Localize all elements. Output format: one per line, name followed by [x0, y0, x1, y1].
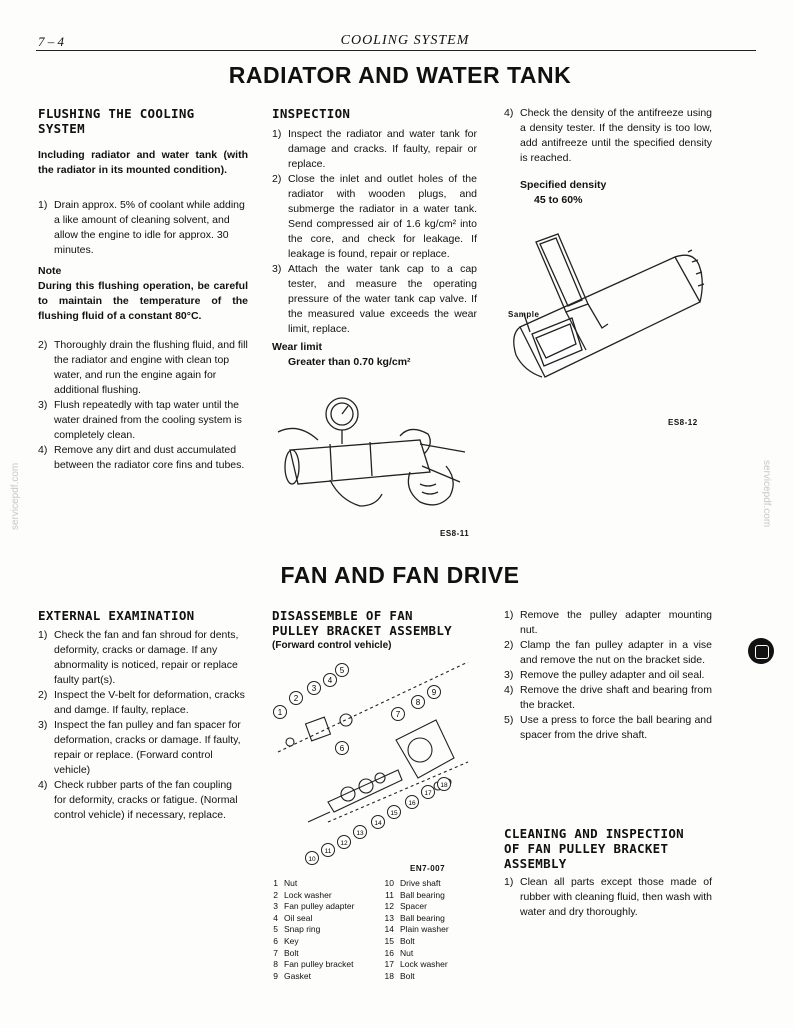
legend-number: 8 — [273, 959, 278, 970]
legend-part-name: Nut — [400, 947, 414, 958]
callout-number: 5 — [339, 666, 345, 675]
legend-number: 1 — [273, 878, 278, 888]
inspection-heading: INSPECTION — [272, 106, 351, 121]
callout-number: 17 — [424, 790, 432, 797]
callout-number: 15 — [390, 810, 398, 817]
spec-density-value: 45 to 60% — [534, 194, 583, 206]
density-column — [504, 106, 712, 208]
legend-row — [264, 959, 376, 971]
legend-row — [380, 901, 490, 913]
removal-step-4: 4) Remove the drive shaft and bearing from the bracket. — [504, 684, 712, 711]
watermark-left: servicepdf.com — [10, 462, 21, 530]
callout-number: 14 — [374, 820, 382, 827]
legend-number: 16 — [384, 947, 394, 958]
callout-number: 2 — [293, 694, 299, 703]
removal-column — [504, 608, 712, 743]
flushing-heading: FLUSHING THE COOLING SYSTEM — [38, 106, 195, 136]
legend-row — [380, 924, 490, 936]
exploded-view-illustration — [268, 662, 478, 870]
section-title-radiator: RADIATOR AND WATER TANK — [228, 62, 572, 88]
sample-label: Sample — [508, 310, 540, 319]
legend-row — [380, 971, 490, 983]
cleaning-heading: CLEANING AND INSPECTION OF FAN PULLEY BRACKET ASSEMBLY — [504, 826, 684, 871]
legend-part-name: Nut — [284, 878, 298, 888]
legend-row — [264, 913, 376, 925]
wear-limit-value: Greater than 0.70 kg/cm² — [288, 356, 411, 368]
callout-number: 9 — [431, 688, 437, 697]
legend-part-name: Lock washer — [284, 889, 332, 900]
legend-number: 5 — [273, 924, 278, 935]
note-label: Note — [38, 265, 62, 277]
wear-limit-label: Wear limit — [272, 341, 322, 353]
watermark-right: servicepdf.com — [761, 460, 772, 528]
note-text: During this flushing operation, be careful to maintain the temperature of the flushing fluid of a constant 80°C. — [38, 280, 248, 322]
density-steps — [504, 106, 712, 166]
external-step-1: 1) Check the fan and fan shroud for dents, deformity, cracks or damage. If any abnormality is noticed, repair or replace faulty part(s). — [38, 629, 239, 686]
external-column — [38, 608, 246, 823]
legend-number: 10 — [384, 878, 394, 888]
removal-step-5: 5) Use a press to force the ball bearing and spacer from the drive shaft. — [504, 714, 712, 741]
flushing-step-1: 1) Drain approx. 5% of coolant while adding a like amount of cleaning solvent, and allow the engine to idle for approx. 30 minutes. — [38, 199, 245, 256]
legend-row — [264, 878, 376, 890]
legend-row — [380, 936, 490, 948]
legend-part-name: Bolt — [284, 947, 299, 958]
external-steps — [38, 628, 246, 823]
legend-part-name: Bolt — [400, 970, 415, 981]
external-heading: EXTERNAL EXAMINATION — [38, 608, 195, 623]
figure-code-en7-007: EN7-007 — [410, 864, 446, 873]
legend-row — [380, 878, 490, 890]
legend-row — [264, 971, 376, 983]
cleaning-column — [504, 826, 712, 920]
figure-code-es8-12: ES8-12 — [668, 418, 698, 427]
legend-number: 12 — [384, 901, 394, 912]
legend-number: 18 — [384, 970, 394, 981]
legend-part-name: Spacer — [400, 901, 427, 912]
cleaning-steps — [504, 875, 712, 920]
legend-row — [264, 924, 376, 936]
legend-row — [380, 959, 490, 971]
callout-number: 6 — [339, 744, 345, 753]
legend-row — [264, 901, 376, 913]
legend-part-name: Key — [284, 935, 299, 946]
callout-number: 8 — [415, 698, 421, 707]
legend-row — [380, 948, 490, 960]
legend-row — [380, 913, 490, 925]
legend-part-name: Gasket — [284, 970, 311, 981]
chapter-title: COOLING SYSTEM — [340, 33, 470, 48]
legend-part-name: Fan pulley bracket — [284, 959, 354, 970]
legend-part-name: Oil seal — [284, 912, 313, 923]
flushing-intro: Including radiator and water tank (with the radiator in its mounted condition). — [38, 149, 248, 176]
legend-part-name: Drive shaft — [400, 878, 441, 888]
legend-number: 7 — [273, 947, 278, 958]
callout-number: 7 — [395, 710, 401, 719]
callout-number: 10 — [308, 856, 316, 863]
legend-part-name: Plain washer — [400, 924, 449, 935]
header-rule — [36, 50, 756, 51]
legend-number: 6 — [273, 935, 278, 946]
legend-row — [264, 890, 376, 902]
callout-number: 16 — [408, 800, 416, 807]
legend-number: 15 — [384, 935, 394, 946]
inspection-step-3: 3) Attach the water tank cap to a cap tester, and measure the operating pressure of the water tank cap valve. If the measured value exceeds the wear limit, replace. — [272, 263, 477, 335]
section-title-fan: FAN AND FAN DRIVE — [280, 562, 520, 588]
cleaning-step-1: 1) Clean all parts except those made of rubber with cleaning fluid, then wash with water and dry thoroughly. — [504, 876, 712, 918]
removal-step-3: 3) Remove the pulley adapter and oil seal. — [504, 669, 705, 681]
legend-number: 9 — [273, 970, 278, 981]
parts-legend-left — [264, 878, 376, 982]
legend-part-name: Snap ring — [284, 924, 321, 935]
cap-tester-illustration — [270, 392, 480, 537]
legend-number: 2 — [273, 889, 278, 900]
removal-steps — [504, 608, 712, 743]
inspection-steps — [272, 127, 477, 337]
legend-part-name: Lock washer — [400, 959, 448, 970]
callout-number: 11 — [324, 848, 332, 855]
callout-number: 1 — [277, 708, 283, 717]
disassemble-column — [272, 608, 477, 653]
legend-number: 17 — [384, 959, 394, 970]
removal-step-2: 2) Clamp the fan pulley adapter in a vise and remove the nut on the bracket side. — [504, 639, 712, 666]
section-tab-marker — [748, 638, 774, 664]
callout-number: 12 — [340, 840, 348, 847]
parts-legend-right — [380, 878, 490, 982]
figure-code-es8-11: ES8-11 — [440, 529, 470, 538]
flushing-step-2: 2) Thoroughly drain the flushing fluid, and fill the radiator and engine with clean top water, and run the engine again for additional flushing. — [38, 339, 248, 396]
flushing-step-3: 3) Flush repeatedly with tap water until the water drained from the cooling system is completely clean. — [38, 399, 242, 441]
flushing-step-4: 4) Remove any dirt and dust accumulated between the radiator core fins and tubes. — [38, 444, 245, 471]
removal-step-1: 1) Remove the pulley adapter mounting nut. — [504, 609, 712, 636]
legend-number: 3 — [273, 901, 278, 912]
page-number: 7 – 4 — [38, 34, 64, 49]
legend-number: 11 — [385, 889, 394, 900]
inspection-column — [272, 106, 477, 370]
legend-number: 4 — [273, 912, 278, 923]
legend-part-name: Ball bearing — [400, 889, 445, 900]
disassemble-heading: DISASSEMBLE OF FAN PULLEY BRACKET ASSEMBLY — [272, 608, 452, 638]
legend-row — [264, 936, 376, 948]
callout-group — [274, 664, 451, 865]
external-step-4: 4) Check rubber parts of the fan coupling for deformity, cracks or fatigue. (Normal control vehicle) if necessary, replace. — [38, 779, 238, 821]
flushing-steps-cont — [38, 338, 248, 473]
callout-number: 18 — [440, 782, 448, 789]
external-step-2: 2) Inspect the V-belt for deformation, cracks and damge. If faulty, replace. — [38, 689, 245, 716]
flushing-steps — [38, 198, 248, 258]
spec-density-label: Specified density — [520, 179, 607, 191]
flushing-column — [38, 106, 248, 473]
disassemble-subheading: (Forward control vehicle) — [272, 640, 392, 651]
legend-part-name: Ball bearing — [400, 912, 445, 923]
callout-number: 3 — [311, 684, 317, 693]
legend-part-name: Bolt — [400, 935, 415, 946]
legend-row — [380, 890, 490, 902]
legend-row — [264, 948, 376, 960]
legend-part-name: Fan pulley adapter — [284, 901, 355, 912]
callout-number: 13 — [356, 830, 364, 837]
external-step-3: 3) Inspect the fan pulley and fan spacer for deformation, cracks or damage. If faulty, repair or replace. (Forward control vehicle) — [38, 719, 241, 776]
density-step-4: 4) Check the density of the antifreeze using a density tester. If the density is too low, add antifreeze until the specified density is reached. — [504, 107, 712, 164]
legend-number: 14 — [384, 924, 394, 935]
inspection-step-2: 2) Close the inlet and outlet holes of the radiator with wooden plugs, and submerge the radiator in a water tank. Send compressed air of 1.6 kg/cm² into the core, and check for leakage. If leakage is found, repair or replace. — [272, 173, 477, 260]
legend-number: 13 — [384, 912, 394, 923]
inspection-step-1: 1) Inspect the radiator and water tank for damage and cracks. If faulty, repair or replace. — [272, 128, 477, 170]
callout-number: 4 — [327, 676, 333, 685]
